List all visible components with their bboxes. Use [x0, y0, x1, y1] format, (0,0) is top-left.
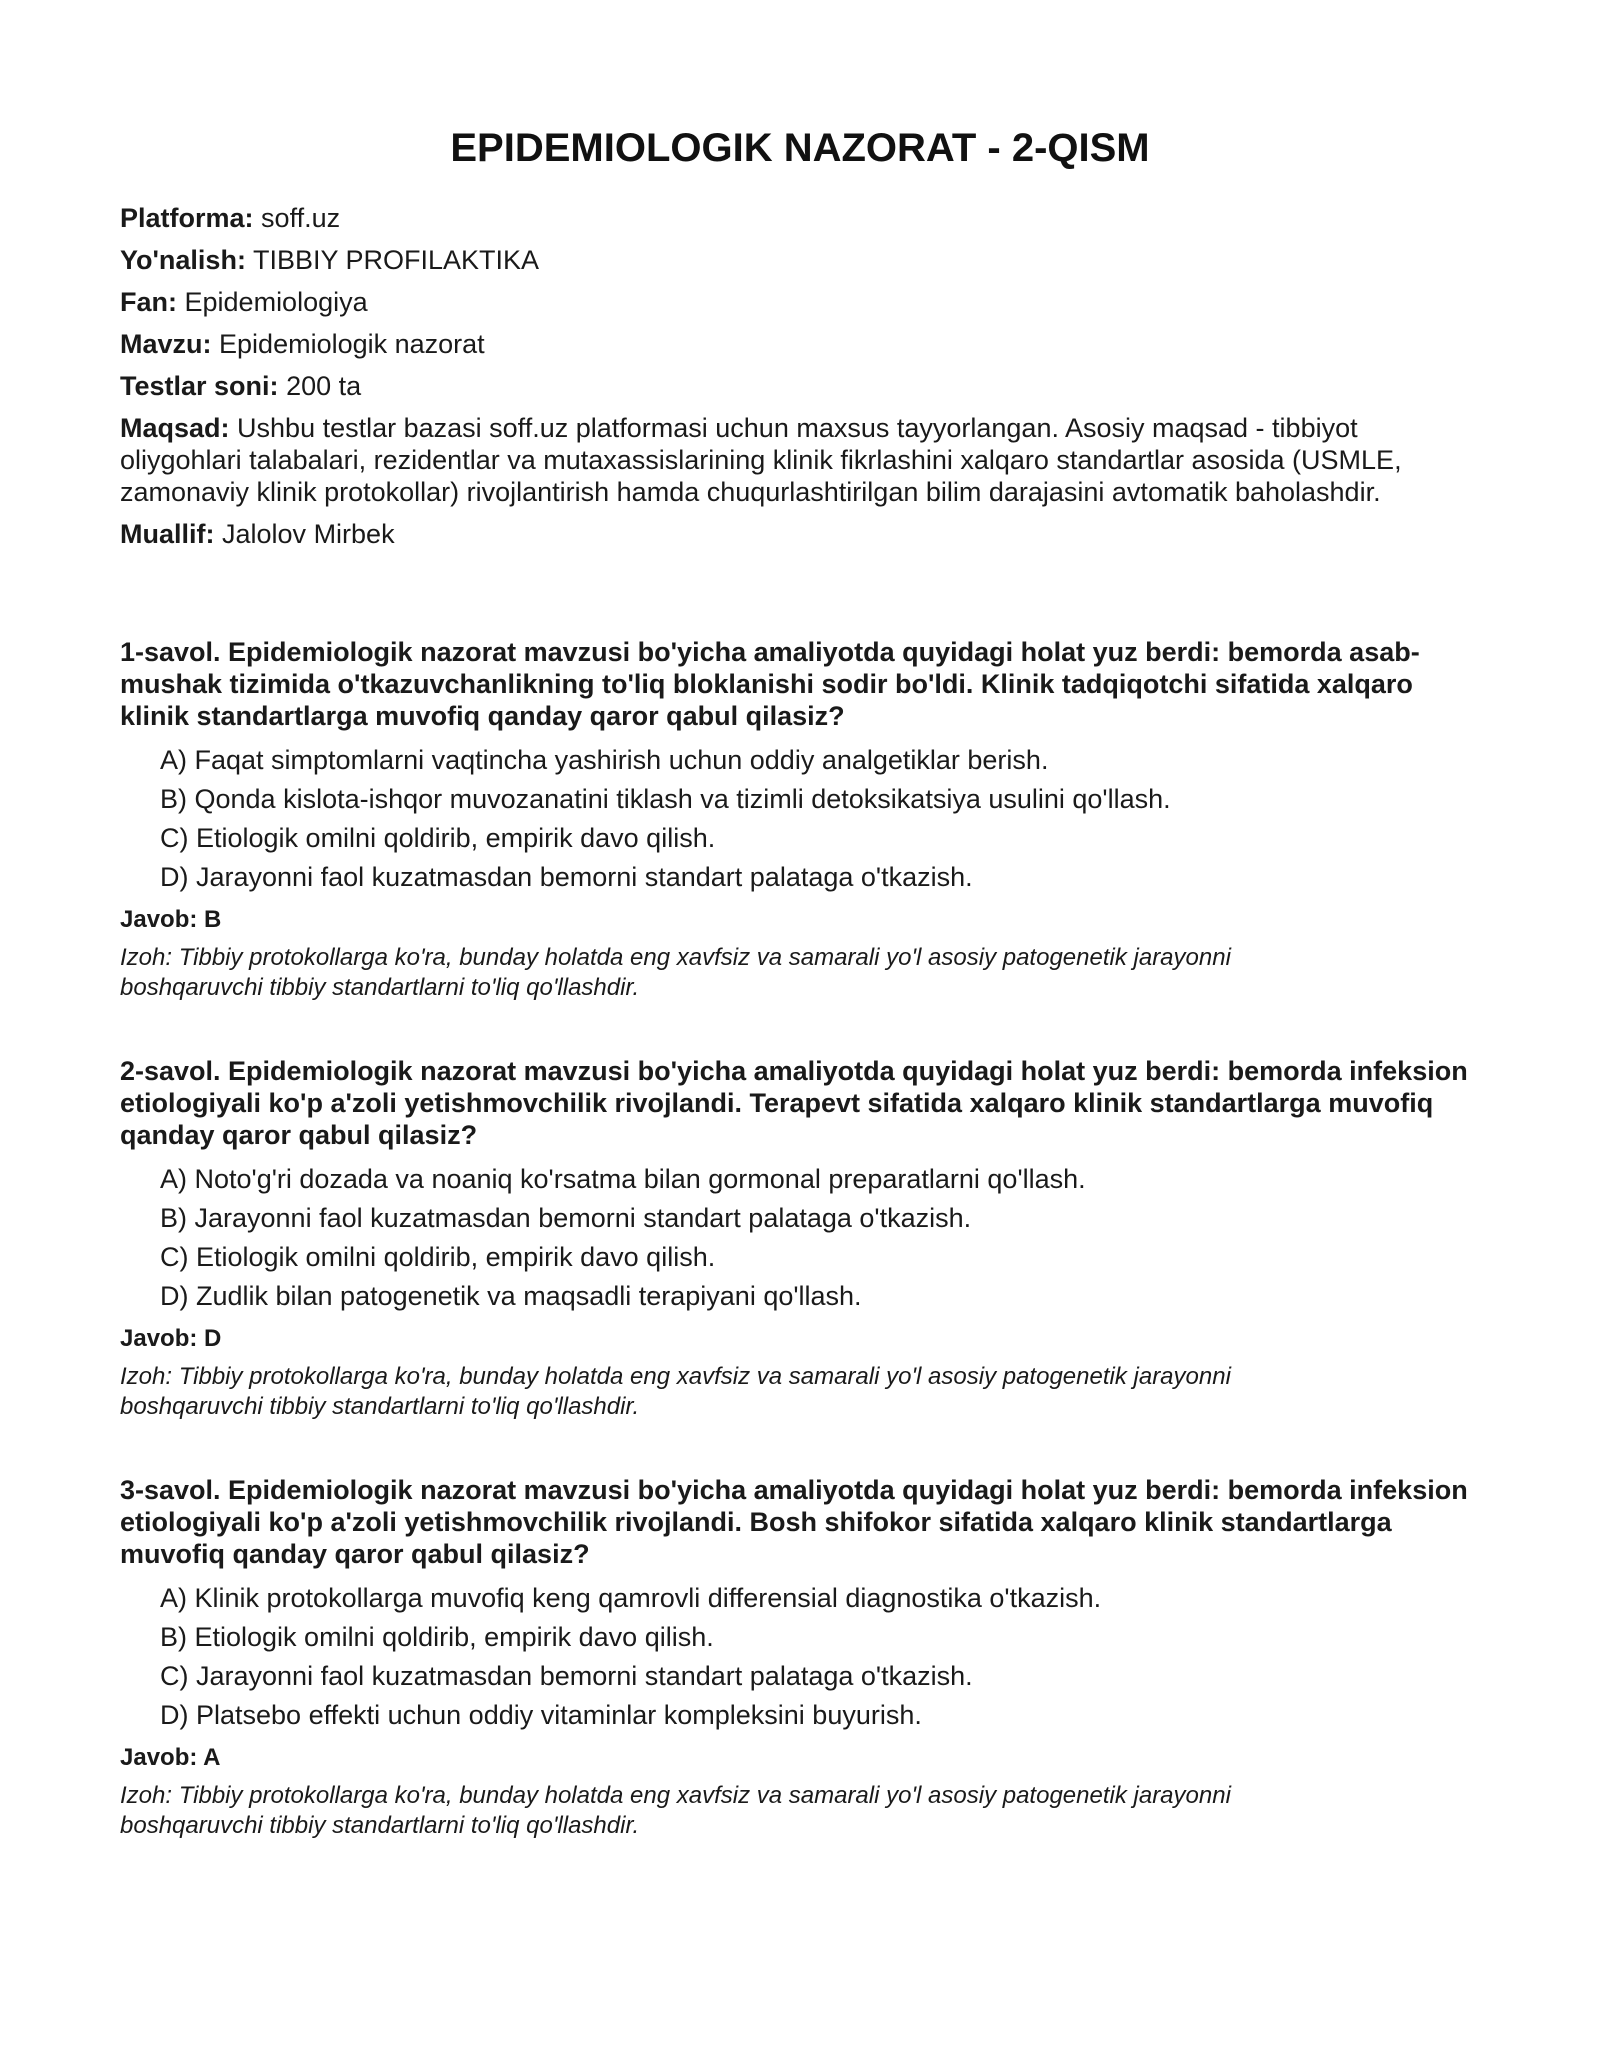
meta-platforma [120, 202, 1480, 234]
meta-maqsad [120, 412, 1480, 508]
option-b: B) Jarayonni faol kuzatmasdan bemorni standart palataga o'tkazish. [160, 1203, 972, 1233]
meta-testlar-soni [120, 370, 1480, 402]
question-2 [120, 1055, 1480, 1422]
answer: Javob: A [120, 1744, 221, 1771]
option-a: A) Noto'g'ri dozada va noaniq ko'rsatma bilan gormonal preparatlarni qo'llash. [160, 1164, 1086, 1194]
meta-value: Epidemiologiya [184, 287, 368, 317]
meta-value: Epidemiologik nazorat [219, 329, 485, 359]
page-title: EPIDEMIOLOGIK NAZORAT - 2-QISM [450, 126, 1150, 170]
answer: Javob: B [120, 906, 222, 933]
meta-label: Fan: [120, 287, 177, 317]
option-b: B) Etiologik omilni qoldirib, empirik davo qilish. [160, 1622, 714, 1652]
meta-fan [120, 286, 1480, 318]
option-c: C) Jarayonni faol kuzatmasdan bemorni standart palataga o'tkazish. [160, 1661, 973, 1691]
option-d: D) Jarayonni faol kuzatmasdan bemorni standart palataga o'tkazish. [160, 862, 973, 892]
option-c: C) Etiologik omilni qoldirib, empirik davo qilish. [160, 823, 716, 853]
option-a: A) Faqat simptomlarni vaqtincha yashirish uchun oddiy analgetiklar berish. [160, 745, 1049, 775]
option-list [120, 1163, 1480, 1312]
meta-label: Yo'nalish: [120, 245, 246, 275]
question-text: 3-savol. Epidemiologik nazorat mavzusi bo'yicha amaliyotda quyidagi holat yuz berdi: bemorda infeksion etiologiyali ko'p a'zoli yetishmovchilik rivojlandi. Bosh shifokor sifatida xalqaro klinik standartlarga muvofiq qanday qaror qabul qilasiz? [120, 1475, 1468, 1569]
option-b: B) Qonda kislota-ishqor muvozanatini tiklash va tizimli detoksikatsiya usulini qo'llash. [160, 784, 1171, 814]
explanation: Izoh: Tibbiy protokollarga ko'ra, bunday holatda eng xavfsiz va samarali yo'l asosiy patogenetik jarayonni boshqaruvchi tibbiy standartlarni to'liq qo'llashdir. [120, 1782, 1231, 1839]
answer: Javob: D [120, 1325, 222, 1352]
question-list [120, 636, 1480, 1841]
meta-value: Jalolov Mirbek [222, 519, 395, 549]
option-list [120, 744, 1480, 893]
meta-label: Platforma: [120, 203, 254, 233]
meta-value: TIBBIY PROFILAKTIKA [252, 245, 540, 275]
meta-muallif [120, 518, 1480, 550]
meta-value: 200 ta [286, 371, 362, 401]
meta-label: Mavzu: [120, 329, 212, 359]
option-d: D) Platsebo effekti uchun oddiy vitaminlar kompleksini buyurish. [160, 1700, 922, 1730]
question-3 [120, 1474, 1480, 1841]
explanation: Izoh: Tibbiy protokollarga ko'ra, bunday holatda eng xavfsiz va samarali yo'l asosiy patogenetik jarayonni boshqaruvchi tibbiy standartlarni to'liq qo'llashdir. [120, 1363, 1231, 1420]
meta-value: soff.uz [261, 203, 341, 233]
option-d: D) Zudlik bilan patogenetik va maqsadli terapiyani qo'llash. [160, 1281, 862, 1311]
meta-value: Ushbu testlar bazasi soff.uz platformasi uchun maxsus tayyorlangan. Asosiy maqsad - tibbiyot oliygohlari talabalari, rezidentlar va mutaxassislarining klinik fikrlashini xalqaro standartlar asosida (USMLE, zamonaviy klinik protokollar) rivojlantirish hamda chuqurlashtirilgan bilim darajasini avtomatik baholashdir. [120, 413, 1402, 507]
option-c: C) Etiologik omilni qoldirib, empirik davo qilish. [160, 1242, 716, 1272]
meta-label: Testlar soni: [120, 371, 279, 401]
question-text: 2-savol. Epidemiologik nazorat mavzusi bo'yicha amaliyotda quyidagi holat yuz berdi: bemorda infeksion etiologiyali ko'p a'zoli yetishmovchilik rivojlandi. Terapevt sifatida xalqaro klinik standartlarga muvofiq qanday qaror qabul qilasiz? [120, 1056, 1468, 1150]
meta-mavzu [120, 328, 1480, 360]
meta-block [120, 202, 1480, 550]
meta-yonalish [120, 244, 1480, 276]
meta-label: Muallif: [120, 519, 215, 549]
option-list [120, 1582, 1480, 1731]
meta-label: Maqsad: [120, 413, 230, 443]
question-1 [120, 636, 1480, 1003]
explanation: Izoh: Tibbiy protokollarga ko'ra, bunday holatda eng xavfsiz va samarali yo'l asosiy patogenetik jarayonni boshqaruvchi tibbiy standartlarni to'liq qo'llashdir. [120, 944, 1231, 1001]
question-text: 1-savol. Epidemiologik nazorat mavzusi bo'yicha amaliyotda quyidagi holat yuz berdi: bemorda asab-mushak tizimida o'tkazuvchanlikning to'liq bloklanishi sodir bo'ldi. Klinik tadqiqotchi sifatida xalqaro klinik standartlarga muvofiq qanday qaror qabul qilasiz? [120, 637, 1420, 731]
option-a: A) Klinik protokollarga muvofiq keng qamrovli differensial diagnostika o'tkazish. [160, 1583, 1102, 1613]
